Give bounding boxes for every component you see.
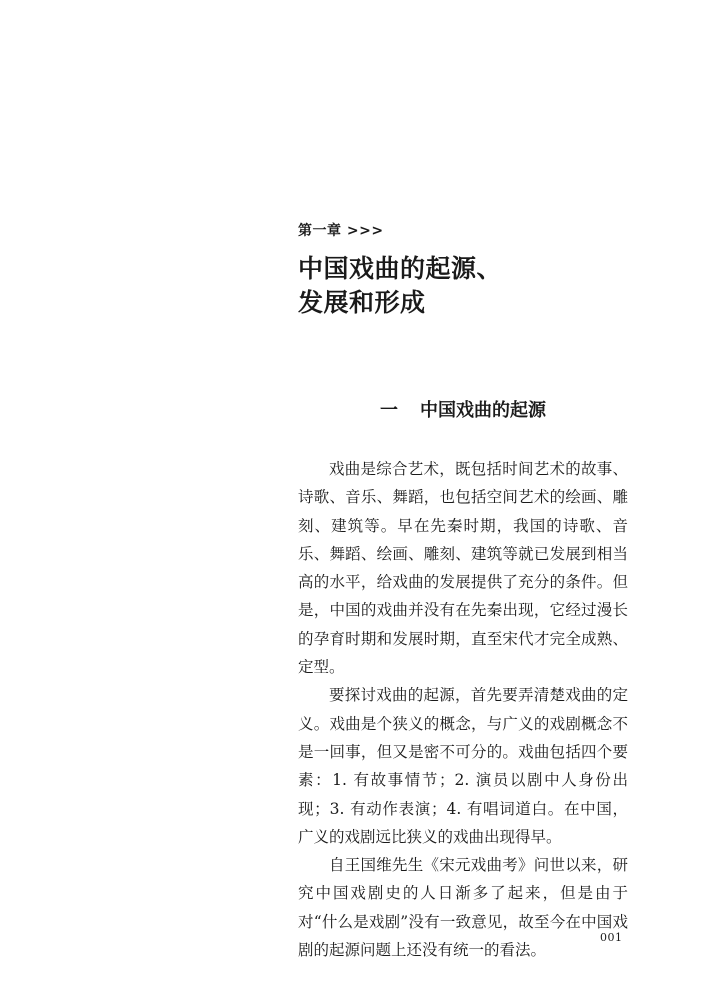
section-heading — [298, 399, 628, 423]
paragraph: 戏曲是综合艺术，既包括时间艺术的故事、诗歌、音乐、舞蹈，也包括空间艺术的绘画、雕刻、建筑等。早在先秦时期，我国的诗歌、音乐、舞蹈、绘画、雕刻、建筑等就已发展到相当高的水平，给戏曲的发展提供了充分的条件。但是，中国的戏曲并没有在先秦出现，它经过漫长的孕育时期和发展时期，直至宋代才完全成熟、定型。 — [298, 460, 628, 677]
page-number: 001 — [600, 931, 623, 944]
chapter-title — [298, 252, 628, 320]
chapter-title-line: 中国戏曲的起源、 — [298, 254, 503, 283]
body-text — [298, 455, 628, 964]
chapter-label: 第一章 >>> — [298, 223, 384, 239]
chapter-title-line: 发展和形成 — [298, 288, 426, 317]
paragraph: 自王国维先生《宋元戏曲考》问世以来，研究中国戏剧史的人日渐多了起来，但是由于对“什么是戏剧”没有一致意见，故至今在中国戏剧的起源问题上还没有统一的看法。 — [298, 856, 628, 960]
paragraph: 要探讨戏曲的起源，首先要弄清楚戏曲的定义。戏曲是个狭义的概念，与广义的戏剧概念不是一回事，但又是密不可分的。戏曲包括四个要素：1. 有故事情节；2. 演员以剧中人身份出现；3. 有动作表演；4. 有唱词道白。在中国，广义的戏剧远比狭义的戏曲出现得早。 — [298, 686, 628, 846]
section-title: 中国戏曲的起源 — [420, 400, 546, 421]
section-number: 一 — [380, 400, 398, 421]
